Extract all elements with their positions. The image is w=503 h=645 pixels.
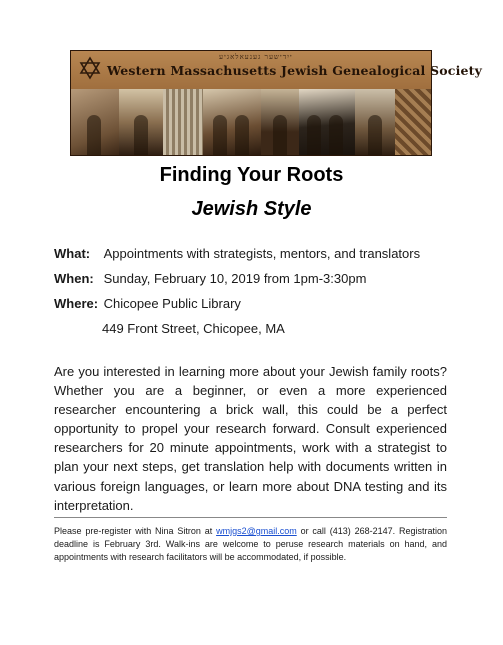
when-row: [54, 271, 366, 286]
photo: [261, 89, 299, 155]
footer-divider: [54, 517, 447, 518]
photo: [71, 89, 119, 155]
what-label: What:: [54, 246, 91, 261]
registration-text-post: or call (413) 268-2147. Registration deadline is February 3rd. Walk-ins are welcome to peruse research materials on hand, and appointments with research facilitators will be accommodated, if possible.: [54, 526, 447, 563]
photo: [163, 89, 203, 155]
where-row: [54, 296, 241, 311]
page-title: Finding Your Roots: [159, 164, 344, 186]
registration-text-pre: Please pre-register with Nina Sitron at: [54, 526, 213, 536]
banner-header: [71, 51, 483, 89]
when-label: When:: [54, 271, 94, 286]
email-link[interactable]: wmjgs2@gmail.com: [216, 526, 297, 536]
photo: [203, 89, 261, 155]
star-of-david-icon: [79, 57, 101, 79]
photo: [119, 89, 163, 155]
photo: [299, 89, 355, 155]
description-paragraph: Are you interested in learning more about your Jewish family roots? Whether you are a beginner, or even a more experienced researcher encountering a brick wall, this could be a perfect opportunity to propel your research forward. Consult experienced researchers for 20 minute appointments, work with a strategist to plan your next steps, get translation help with documents written in various foreign languages, or learn more about DNA testing and its interpretation.: [54, 364, 447, 513]
what-value: Appointments with strategists, mentors, and translators: [103, 246, 421, 261]
banner-hebrew-text: ייִדישער גענעאלאגיע: [219, 53, 293, 61]
society-banner: [70, 50, 483, 156]
where-label: Where:: [54, 296, 99, 311]
page-subtitle: Jewish Style: [191, 198, 312, 220]
registration-note: [54, 525, 447, 565]
when-value: Sunday, February 10, 2019 from 1pm-3:30pm: [103, 271, 367, 286]
banner-title: Western Massachusetts Jewish Genealogical Society: [107, 63, 483, 78]
what-row: [54, 246, 420, 261]
address-line: 449 Front Street, Chicopee, MA: [102, 321, 285, 336]
photo: [395, 89, 431, 155]
photo-collage: [71, 89, 431, 155]
photo: [355, 89, 395, 155]
where-value: Chicopee Public Library: [103, 296, 241, 311]
